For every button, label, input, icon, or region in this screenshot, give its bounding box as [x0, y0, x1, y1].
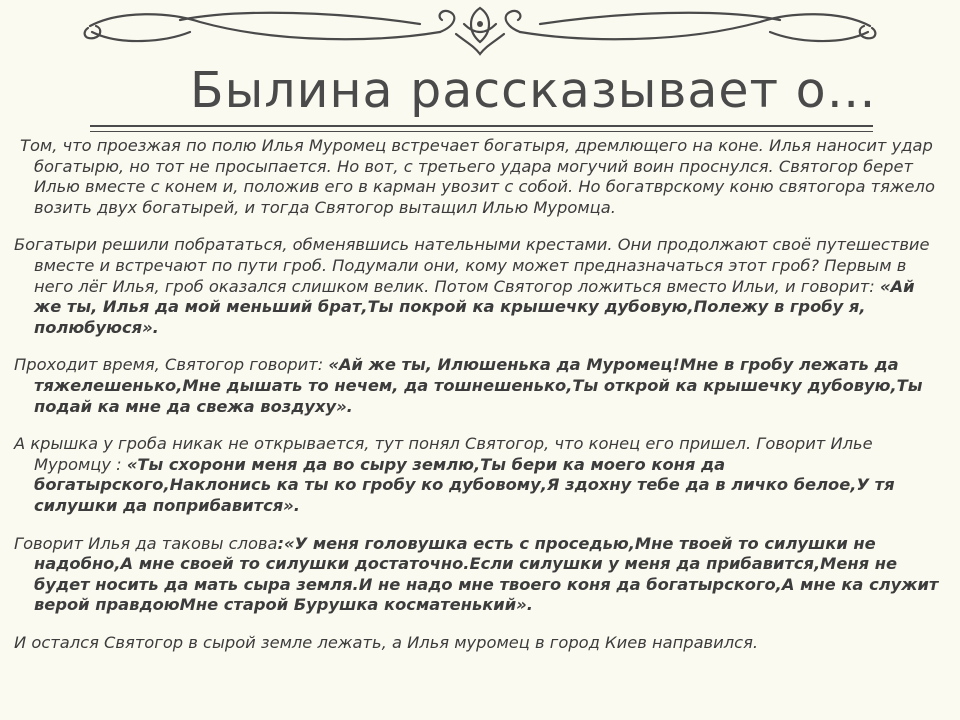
- paragraph-1: [14, 136, 944, 218]
- paragraph-4: [14, 434, 944, 516]
- paragraph-2-quote: «Ай же ты, Илья да мой меньший брат,Ты покрой ка крышечку дубовую,Полежу в гробу я, полюбуюся».: [34, 276, 915, 337]
- paragraph-4-text: А крышка у гроба никак не открывается, тут понял Святогор, что конец его пришел. Говорит Илье Муромцу :: [14, 434, 873, 474]
- title-divider-thick: [90, 125, 873, 127]
- paragraph-6: [14, 633, 944, 654]
- body-text: [14, 136, 944, 670]
- ornamental-flourish: [80, 2, 880, 60]
- paragraph-5: [14, 534, 944, 616]
- paragraph-5-text: Говорит Илья да таковы слова: [14, 533, 278, 553]
- paragraph-2: [14, 235, 944, 338]
- title-divider-thin: [90, 131, 873, 132]
- paragraph-3-quote: «Ай же ты, Илюшенька да Муромец!Мне в гробу лежать да тяжелешенько,Мне дышать то нечем, да тошнешенько,Ты открой ка крышечку дубовую,Ты подай ка мне да свежа воздуху».: [34, 355, 923, 416]
- paragraph-1-text: Том, что проезжая по полю Илья Муромец встречает богатыря, дремлющего на коне. Илья наносит удар богатырю, но тот не просыпается. Но вот, с третьего удара могучий воин проснулся. Святогор берет Илью вместе с конем и, положив его в карман увозит с собой. Но богатврскому коню святогора тяжело возить двух богатырей, и тогда Святогор вытащил Илью Муромца.: [20, 136, 935, 217]
- paragraph-6-text: И остался Святогор в сырой земле лежать, а Илья муромец в город Киев направился.: [14, 632, 759, 652]
- paragraph-3: [14, 355, 944, 417]
- paragraph-5-quote: :«У меня головушка есть с проседью,Мне твоей то силушки не надобно,А мне своей то силушки достаточно.Если силушки у меня да прибавится,Меня не будет носить да мать сыра земля.И не надо мне твоего коня да богатырского,А мне ка служит верой правдоюМне старой Бурушка косматенький».: [34, 533, 939, 615]
- paragraph-3-text: Проходит время, Святогор говорит:: [14, 355, 329, 375]
- paragraph-2-text: Богатыри решили побрататься, обменявшись нательными крестами. Они продолжают своё путешествие вместе и встречают по пути гроб. Подумали они, кому может предназначаться этот гроб? Первым в него лёг Илья, гроб оказался слишком велик. Потом Святогор ложиться вместо Ильи, и говорит:: [14, 235, 930, 296]
- paragraph-4-quote: «Ты схорони меня да во сыру землю,Ты бери ка моего коня да богатырского,Наклонись ка ты ко гробу ко дубовому,Я здохну тебе да в личко белое,У тя силушки да поприбавится».: [34, 454, 895, 515]
- slide-title: Былина рассказывает о…: [190, 62, 877, 119]
